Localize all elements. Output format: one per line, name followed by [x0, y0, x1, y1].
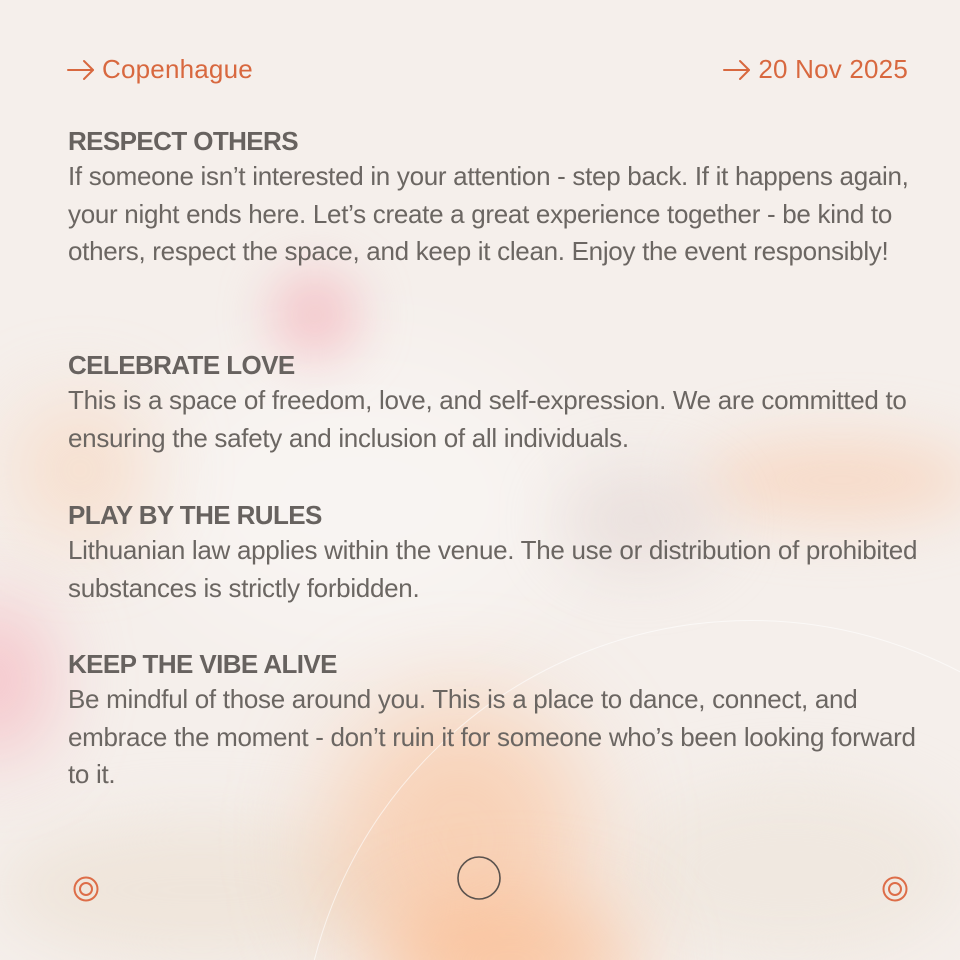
section-title: PLAY BY THE RULES — [68, 500, 322, 530]
section-title: RESPECT OTHERS — [68, 126, 298, 156]
rule-section-play-by-the-rules — [68, 498, 928, 607]
section-body: This is a space of freedom, love, and self-expression. We are committed to ensuring the safety and inclusion of all individuals. — [68, 385, 907, 453]
date-text: 20 Nov 2025 — [758, 54, 908, 84]
arrow-right-icon — [66, 59, 96, 81]
rule-section-keep-the-vibe-alive — [68, 647, 928, 794]
arrow-right-icon — [722, 59, 752, 81]
section-body: If someone isn’t interested in your attention - step back. If it happens again, your night ends here. Let’s create a great experience together - be kind to others, respect the space, and keep it clean. Enjoy the event responsibly! — [68, 161, 909, 266]
section-body: Be mindful of those around you. This is a place to dance, connect, and embrace the moment - don’t ruin it for someone who’s been looking forward to it. — [68, 684, 916, 789]
concentric-circles-icon — [882, 876, 908, 902]
section-body: Lithuanian law applies within the venue. The use or distribution of prohibited substances is strictly forbidden. — [68, 535, 918, 603]
location-label — [66, 54, 253, 85]
rule-section-celebrate-love — [68, 348, 928, 457]
location-text: Copenhague — [102, 54, 253, 84]
circle-with-line-icon — [420, 855, 540, 901]
concentric-circles-icon — [73, 876, 99, 902]
date-label — [722, 54, 908, 85]
section-title: CELEBRATE LOVE — [68, 350, 295, 380]
section-title: KEEP THE VIBE ALIVE — [68, 649, 337, 679]
rule-section-respect-others — [68, 124, 928, 271]
